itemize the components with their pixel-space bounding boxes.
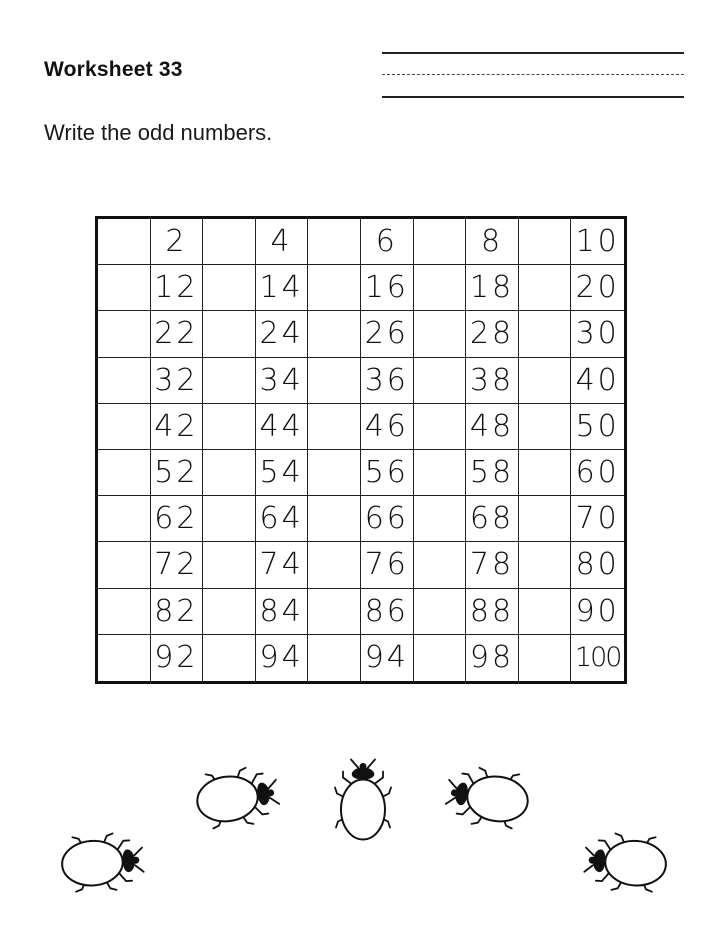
number-cell: 38 <box>466 358 519 404</box>
number-cell: 94 <box>361 635 414 681</box>
blank-cell[interactable] <box>414 589 467 635</box>
number-cell: 48 <box>466 404 519 450</box>
blank-cell[interactable] <box>203 265 256 311</box>
blank-cell[interactable] <box>308 404 361 450</box>
blank-cell[interactable] <box>203 589 256 635</box>
number-cell: 92 <box>151 635 204 681</box>
blank-cell[interactable] <box>203 404 256 450</box>
number-cell: 46 <box>361 404 414 450</box>
blank-cell[interactable] <box>308 635 361 681</box>
beetle-icon <box>578 825 673 900</box>
blank-cell[interactable] <box>203 450 256 496</box>
blank-cell[interactable] <box>203 496 256 542</box>
blank-cell[interactable] <box>414 219 467 265</box>
blank-cell[interactable] <box>519 311 572 357</box>
number-cell: 30 <box>571 311 624 357</box>
blank-cell[interactable] <box>98 450 151 496</box>
blank-cell[interactable] <box>308 265 361 311</box>
number-cell: 26 <box>361 311 414 357</box>
number-cell: 10 <box>571 219 624 265</box>
number-cell: 8 <box>466 219 519 265</box>
number-cell: 80 <box>571 542 624 588</box>
blank-cell[interactable] <box>519 219 572 265</box>
number-cell: 60 <box>571 450 624 496</box>
number-cell: 44 <box>256 404 309 450</box>
blank-cell[interactable] <box>414 542 467 588</box>
number-cell: 32 <box>151 358 204 404</box>
number-cell: 74 <box>256 542 309 588</box>
number-cell: 34 <box>256 358 309 404</box>
blank-cell[interactable] <box>98 404 151 450</box>
number-cell: 20 <box>571 265 624 311</box>
blank-cell[interactable] <box>308 311 361 357</box>
blank-cell[interactable] <box>519 635 572 681</box>
blank-cell[interactable] <box>519 265 572 311</box>
blank-cell[interactable] <box>519 404 572 450</box>
number-cell: 68 <box>466 496 519 542</box>
blank-cell[interactable] <box>98 542 151 588</box>
beetle-icon <box>190 760 285 835</box>
blank-cell[interactable] <box>203 542 256 588</box>
blank-cell[interactable] <box>414 450 467 496</box>
blank-cell[interactable] <box>98 265 151 311</box>
blank-cell[interactable] <box>519 450 572 496</box>
number-cell: 62 <box>151 496 204 542</box>
number-cell: 98 <box>466 635 519 681</box>
number-cell: 40 <box>571 358 624 404</box>
blank-cell[interactable] <box>203 358 256 404</box>
blank-cell[interactable] <box>519 358 572 404</box>
instruction-text: Write the odd numbers. <box>44 120 273 145</box>
worksheet-title: Worksheet 33 <box>44 58 183 81</box>
number-cell: 14 <box>256 265 309 311</box>
number-cell: 4 <box>256 219 309 265</box>
number-cell: 58 <box>466 450 519 496</box>
blank-cell[interactable] <box>414 265 467 311</box>
blank-cell[interactable] <box>98 311 151 357</box>
blank-cell[interactable] <box>308 496 361 542</box>
blank-cell[interactable] <box>98 358 151 404</box>
number-cell: 72 <box>151 542 204 588</box>
name-line-midline <box>382 74 684 75</box>
number-cell: 56 <box>361 450 414 496</box>
blank-cell[interactable] <box>308 589 361 635</box>
blank-cell[interactable] <box>203 219 256 265</box>
blank-cell[interactable] <box>414 358 467 404</box>
number-cell: 50 <box>571 404 624 450</box>
number-cell: 90 <box>571 589 624 635</box>
number-cell: 88 <box>466 589 519 635</box>
blank-cell[interactable] <box>414 404 467 450</box>
beetle-icon <box>323 752 403 847</box>
blank-cell[interactable] <box>203 311 256 357</box>
beetle-icon <box>55 825 150 900</box>
name-line-top <box>382 52 684 54</box>
blank-cell[interactable] <box>308 542 361 588</box>
number-cell: 16 <box>361 265 414 311</box>
number-cell: 78 <box>466 542 519 588</box>
number-cell: 94 <box>256 635 309 681</box>
number-cell: 70 <box>571 496 624 542</box>
blank-cell[interactable] <box>308 219 361 265</box>
blank-cell[interactable] <box>98 589 151 635</box>
blank-cell[interactable] <box>519 589 572 635</box>
number-cell: 28 <box>466 311 519 357</box>
blank-cell[interactable] <box>519 542 572 588</box>
blank-cell[interactable] <box>308 358 361 404</box>
number-cell: 6 <box>361 219 414 265</box>
number-cell: 42 <box>151 404 204 450</box>
number-cell: 54 <box>256 450 309 496</box>
number-cell: 76 <box>361 542 414 588</box>
hundred-chart-grid <box>95 216 627 684</box>
blank-cell[interactable] <box>98 496 151 542</box>
beetle-icon <box>440 760 535 835</box>
number-cell: 22 <box>151 311 204 357</box>
blank-cell[interactable] <box>414 635 467 681</box>
number-cell: 2 <box>151 219 204 265</box>
blank-cell[interactable] <box>414 496 467 542</box>
blank-cell[interactable] <box>308 450 361 496</box>
number-cell: 84 <box>256 589 309 635</box>
number-cell: 86 <box>361 589 414 635</box>
number-cell: 82 <box>151 589 204 635</box>
name-write-lines[interactable] <box>382 50 684 100</box>
number-cell: 12 <box>151 265 204 311</box>
number-cell: 100 <box>574 642 621 674</box>
blank-cell[interactable] <box>414 311 467 357</box>
name-line-baseline <box>382 96 684 98</box>
blank-cell[interactable] <box>519 496 572 542</box>
blank-cell[interactable] <box>98 219 151 265</box>
blank-cell[interactable] <box>203 635 256 681</box>
number-cell: 66 <box>361 496 414 542</box>
number-cell: 52 <box>151 450 204 496</box>
number-cell: 64 <box>256 496 309 542</box>
blank-cell[interactable] <box>98 635 151 681</box>
number-cell: 18 <box>466 265 519 311</box>
number-cell: 24 <box>256 311 309 357</box>
number-cell: 36 <box>361 358 414 404</box>
